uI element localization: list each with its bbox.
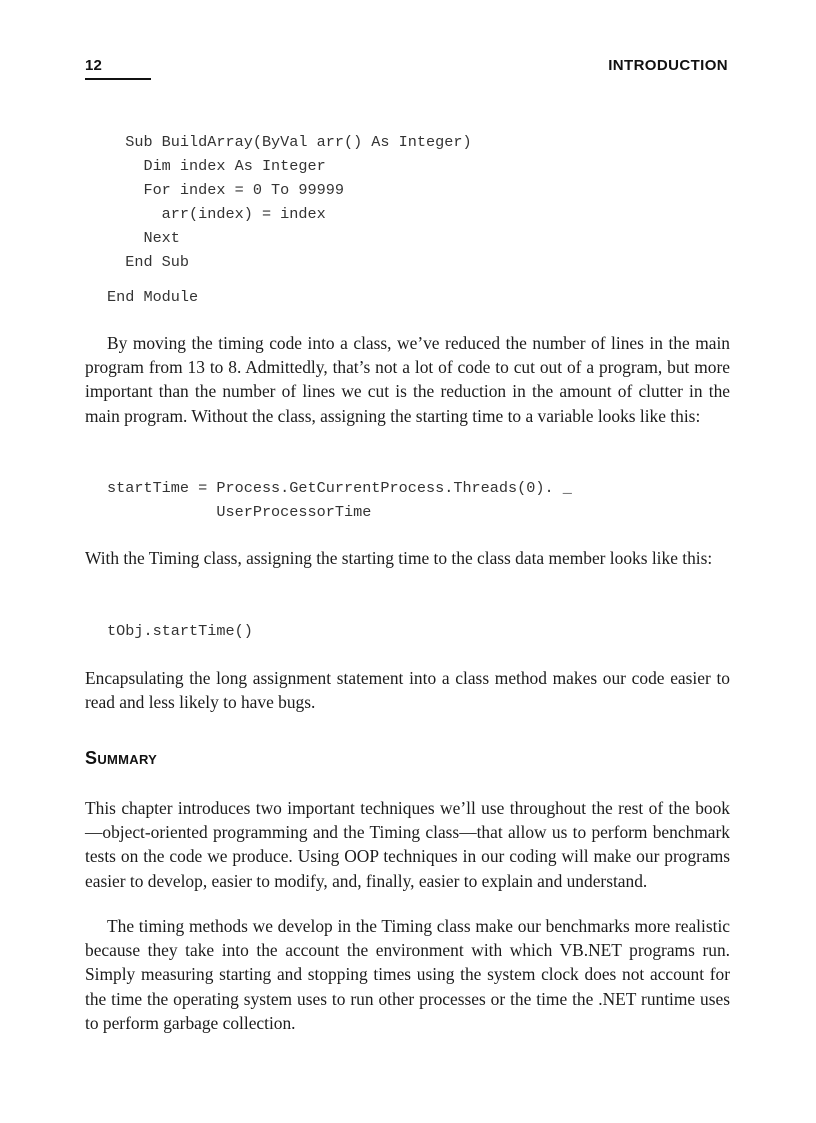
section-heading-summary <box>85 748 157 769</box>
code-block-tobj <box>107 619 253 643</box>
page-number-underline <box>85 78 151 80</box>
code-block-start-time <box>107 476 572 524</box>
running-head: INTRODUCTION <box>608 57 728 74</box>
code-line: Dim index As Integer <box>107 157 326 175</box>
code-line: End Module <box>107 288 199 306</box>
code-block-build-array <box>107 130 472 274</box>
paragraph-summary-2: The timing methods we develop in the Timing class make our benchmarks more realistic because they take into the account the environment with which VB.NET programs run. Simply measuring starting and stopping times using the system clock does not account for the time the operating system uses to run other processes or the time the .NET runtime uses to perform garbage collection. <box>85 916 730 1033</box>
code-line: startTime = Process.GetCurrentProcess.Threads(0). _ <box>107 479 572 497</box>
code-line: For index = 0 To 99999 <box>107 181 344 199</box>
heading-rest: ummary <box>97 748 158 768</box>
paragraph-summary-1: This chapter introduces two important techniques we’ll use throughout the rest of the book—object-oriented programming and the Timing class—that allow us to perform benchmark tests on the code we produce. Using OOP techniques in our coding will make our programs easier to develop, easier to modify, and, finally, easier to explain and understand. <box>85 798 730 891</box>
code-line: tObj.startTime() <box>107 622 253 640</box>
book-page <box>85 0 730 1123</box>
paragraph-with-timing-class: With the Timing class, assigning the starting time to the class data member looks like this: <box>85 548 713 568</box>
heading-initial: S <box>85 748 98 768</box>
paragraph-timing-class: By moving the timing code into a class, we’ve reduced the number of lines in the main program from 13 to 8. Admittedly, that’s not a lot of code to cut out of a program, but more important than the number of lines we cut is the reduction in the amount of clutter in the main program. Without the class, assigning the starting time to a variable looks like this: <box>85 333 730 426</box>
code-line: arr(index) = index <box>107 205 326 223</box>
page-header <box>85 57 730 81</box>
code-line: Sub BuildArray(ByVal arr() As Integer) <box>107 133 472 151</box>
page-number: 12 <box>85 57 103 74</box>
code-line: UserProcessorTime <box>107 503 372 521</box>
code-end-module <box>107 285 198 309</box>
paragraph-encapsulating: Encapsulating the long assignment statement into a class method makes our code easier to read and less likely to have bugs. <box>85 668 730 713</box>
code-line: End Sub <box>107 253 190 271</box>
code-line: Next <box>107 229 180 247</box>
